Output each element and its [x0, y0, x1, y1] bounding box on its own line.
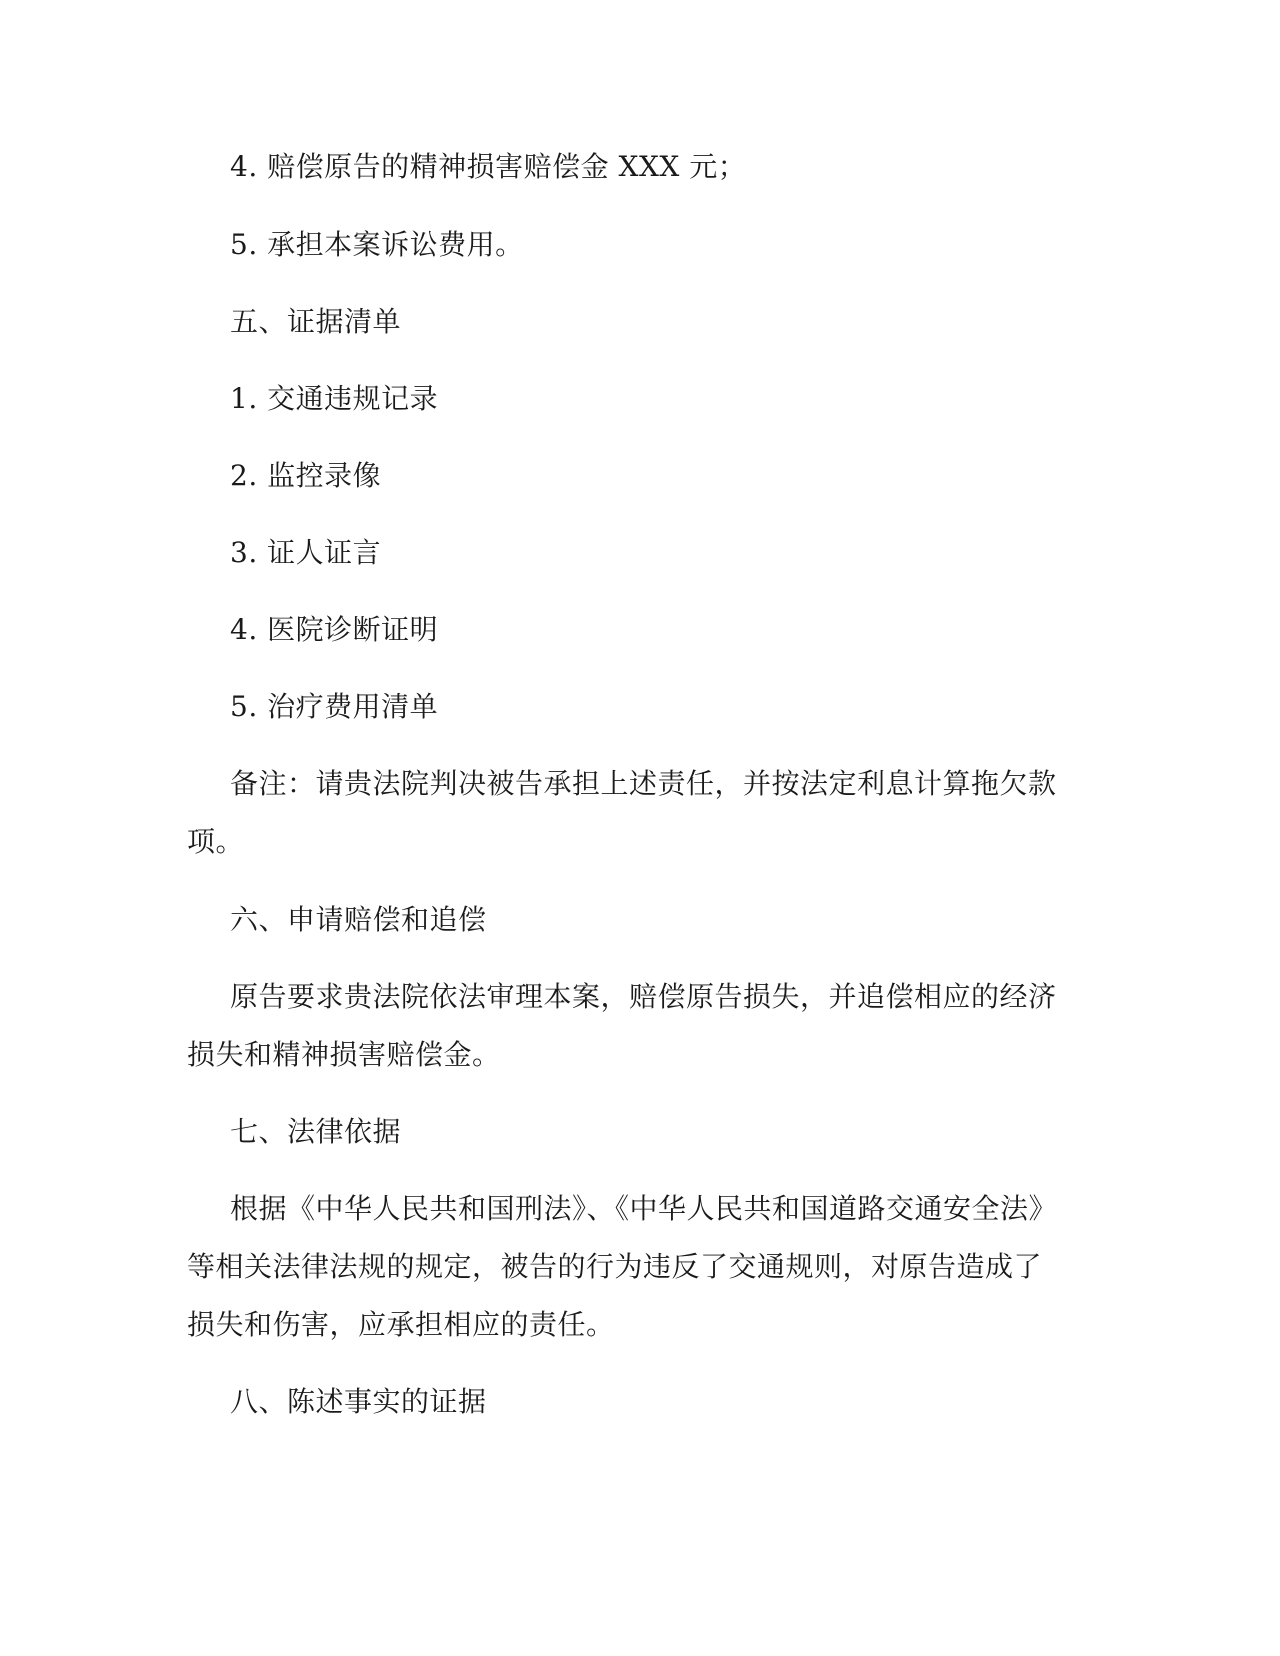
evidence-item-5: 5. 治疗费用清单 — [230, 690, 439, 723]
evidence-item-1: 1. 交通违规记录 — [230, 382, 439, 415]
legal-basis-paragraph-line-3: 损失和伤害，应承担相应的责任。 — [187, 1308, 615, 1341]
section-heading-compensation: 六、申请赔偿和追偿 — [230, 903, 487, 936]
note-paragraph-line-2: 项。 — [187, 825, 245, 858]
evidence-item-2: 2. 监控录像 — [230, 459, 382, 492]
section-heading-facts-evidence: 八、陈述事实的证据 — [230, 1385, 487, 1418]
claim-item-5: 5. 承担本案诉讼费用。 — [230, 228, 524, 261]
section-heading-evidence-list: 五、证据清单 — [230, 305, 402, 338]
section-heading-legal-basis: 七、法律依据 — [230, 1115, 402, 1148]
legal-basis-paragraph-line-2: 等相关法律法规的规定，被告的行为违反了交通规则，对原告造成了 — [187, 1250, 1043, 1283]
compensation-paragraph-line-1: 原告要求贵法院依法审理本案，赔偿原告损失，并追偿相应的经济 — [230, 980, 1057, 1013]
evidence-item-4: 4. 医院诊断证明 — [230, 613, 439, 646]
evidence-item-3: 3. 证人证言 — [230, 536, 382, 569]
claim-item-4: 4. 赔偿原告的精神损害赔偿金 XXX 元； — [230, 150, 747, 183]
compensation-paragraph-line-2: 损失和精神损害赔偿金。 — [187, 1038, 501, 1071]
legal-basis-paragraph-line-1: 根据《中华人民共和国刑法》、《中华人民共和国道路交通安全法》 — [230, 1192, 1058, 1225]
note-paragraph-line-1: 备注：请贵法院判决被告承担上述责任，并按法定利息计算拖欠款 — [230, 767, 1057, 800]
